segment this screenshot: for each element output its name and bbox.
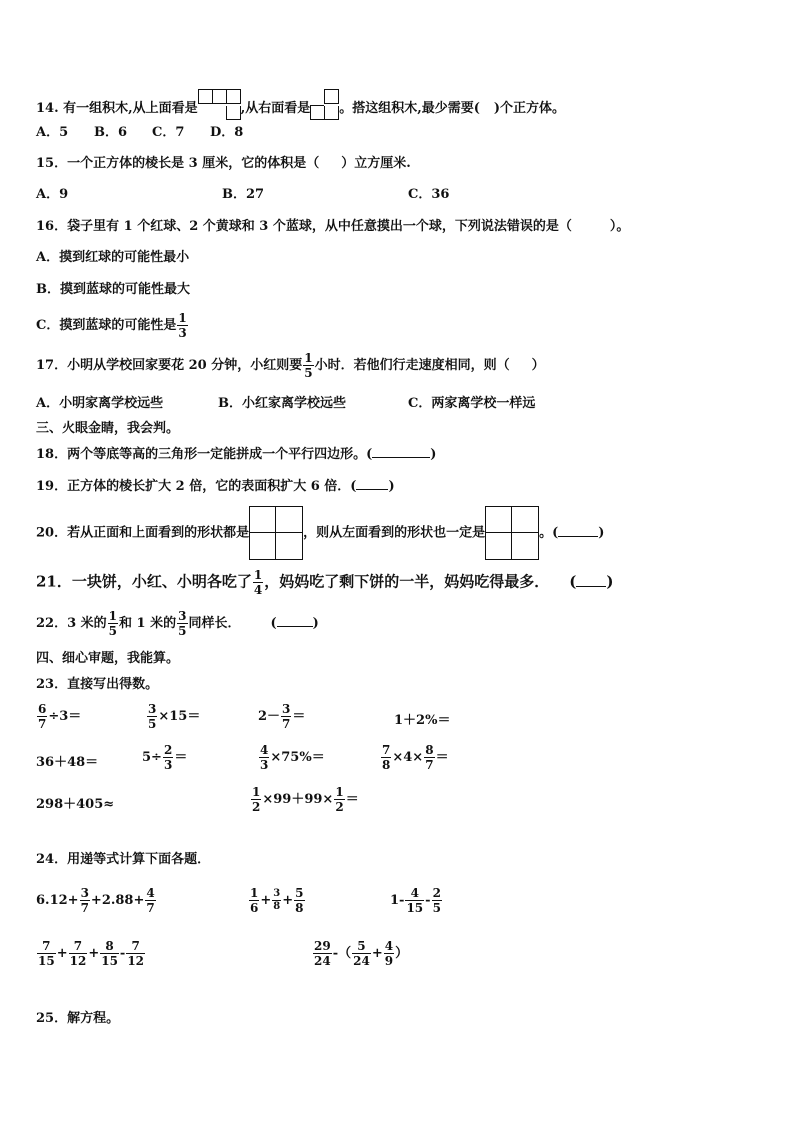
q17-option-b[interactable]: B．小红家离学校远些 — [218, 396, 346, 411]
top-view-figure — [198, 89, 241, 121]
q14-option-a[interactable]: A．5 — [36, 125, 69, 140]
q23-item-3: 2－ $\frac{3}{7}$ ＝ — [258, 702, 306, 731]
q14-text-d: )个正方体。 — [493, 101, 566, 116]
q24-expr-1: 6.12+ $\frac{3}{7}$ +2.88+ $\frac{4}{7}$ — [36, 886, 155, 915]
answer-blank[interactable] — [372, 457, 430, 458]
q14-text-b: ,从右面看是 — [240, 101, 311, 116]
answer-blank[interactable] — [277, 626, 313, 627]
q23-item-9: 298＋405≈ — [36, 797, 115, 812]
q20-text-c: 。( — [539, 525, 559, 541]
q23-title: 23．直接写出得数。 — [36, 677, 159, 692]
fraction: $\frac{1}{5}$ — [304, 351, 313, 380]
grid-figure — [249, 506, 303, 560]
q14-text-a: 有一组积木,从上面看是 — [63, 101, 198, 116]
q25-title: 25．解方程。 — [36, 1011, 120, 1026]
q16-option-c: C．摸到蓝球的可能性是 — [36, 318, 177, 333]
q14-options — [36, 125, 243, 141]
q14-number: 14. — [36, 101, 59, 116]
section-4-heading: 四、细心审题，我能算。 — [36, 651, 180, 666]
q16-text: 16．袋子里有 1 个红球、2 个黄球和 3 个蓝球，从中任意摸出一个球，下列说法错误的是（ — [36, 219, 572, 234]
q19-line: 19．正方体的棱长扩大 2 倍，它的表面积扩大 6 倍．( ) — [36, 479, 395, 494]
q15-option-c[interactable]: C．36 — [408, 187, 450, 202]
q17-option-a[interactable]: A．小明家离学校远些 — [36, 396, 164, 411]
q23-item-7: $\frac{4}{3}$ ×75%＝ — [260, 743, 325, 772]
q20-line: 20．若从正面和上面看到的形状都是 ，则从左面看到的形状也一定是 。( ) — [36, 506, 604, 561]
q15-option-b[interactable]: B．27 — [222, 187, 265, 202]
q14-option-d[interactable]: D．8 — [210, 125, 244, 140]
q23-item-8: $\frac{7}{8}$ ×4× $\frac{8}{7}$ ＝ — [382, 743, 449, 772]
q21-line: 21．一块饼，小红、小明各吃了 $\frac{1}{4}$ ，妈妈吃了剩下饼的一半，妈妈吃得最多． ( ) — [36, 568, 614, 597]
q17-text-b: 小时．若他们行走速度相同，则（ — [314, 358, 510, 373]
q24-expr-3: 1- $\frac{4}{15}$ - $\frac{2}{5}$ — [390, 886, 441, 915]
q15-line — [36, 156, 411, 172]
q23-item-2: $\frac{3}{5}$ ×15＝ — [148, 702, 201, 731]
answer-blank[interactable] — [576, 586, 606, 587]
q21-text-a: 21．一块饼，小红、小明各吃了 — [36, 572, 252, 591]
q17-line — [36, 352, 545, 379]
q20-text-a: 20．若从正面和上面看到的形状都是 — [36, 525, 250, 541]
q17-text-c: ） — [531, 358, 545, 373]
q16-text-end: ）。 — [609, 219, 630, 234]
q22-text-a: 22．3 米的 — [36, 616, 107, 631]
q23-item-6: 5÷ $\frac{2}{3}$ ＝ — [142, 743, 188, 772]
q23-item-10: $\frac{1}{2}$ ×99＋99× $\frac{1}{2}$ ＝ — [252, 785, 359, 814]
right-view-figure — [310, 89, 339, 121]
answer-blank[interactable] — [356, 489, 388, 490]
q15-text-a: 15．一个正方体的棱长是 3 厘米，它的体积是（ — [36, 156, 320, 171]
q22-text-b: 和 1 米的 — [119, 616, 177, 631]
q16-line — [36, 219, 629, 235]
fraction: $\frac{3}{5}$ — [178, 609, 187, 638]
q24-title: 24．用递等式计算下面各题． — [36, 852, 211, 867]
q14-text-c: 。搭这组积木,最少需要( — [339, 101, 480, 116]
q17-options — [36, 396, 535, 412]
answer-blank[interactable] — [558, 536, 598, 537]
q15-options — [36, 187, 449, 203]
q16-option-c-line[interactable] — [36, 312, 189, 339]
q23-item-4: 1＋2%＝ — [394, 713, 451, 728]
q14-option-b[interactable]: B．6 — [94, 125, 128, 140]
q18-text: 18．两个等底等高的三角形一定能拼成一个平行四边形。( — [36, 447, 373, 462]
q15-text-b: ）立方厘米. — [341, 156, 411, 171]
q20-text-b: ，则从左面看到的形状也一定是 — [303, 525, 486, 541]
q15-option-a[interactable]: A．9 — [36, 187, 69, 202]
grid-figure — [485, 506, 539, 560]
fraction: $\frac{1}{3}$ — [178, 311, 187, 340]
q18-line: 18．两个等底等高的三角形一定能拼成一个平行四边形。( ) — [36, 447, 437, 462]
q16-option-b[interactable]: B．摸到蓝球的可能性最大 — [36, 282, 190, 297]
q24-expr-2: $\frac{1}{6}$ + $\frac{3}{8}$ + $\frac{5}{8}$ — [250, 886, 304, 915]
fraction: $\frac{1}{4}$ — [253, 568, 263, 597]
q23-item-1: $\frac{6}{7}$ ÷3＝ — [38, 702, 82, 731]
q24-expr-5: $\frac{29}{24}$ -（ $\frac{5}{24}$ + $\frac{4}{9}$ ） — [314, 939, 409, 968]
q22-line: 22．3 米的 $\frac{1}{5}$ 和 1 米的 $\frac{3}{5}$ 同样长． ( ) — [36, 609, 319, 638]
section-3-heading: 三、火眼金睛，我会判。 — [36, 421, 180, 436]
q17-text-a: 17．小明从学校回家要花 20 分钟，小红则要 — [36, 358, 303, 373]
q14-option-c[interactable]: C．7 — [152, 125, 185, 140]
fraction: $\frac{1}{5}$ — [108, 609, 118, 638]
q19-text: 19．正方体的棱长扩大 2 倍，它的表面积扩大 6 倍．( — [36, 479, 357, 494]
q17-option-c[interactable]: C．两家离学校一样远 — [408, 396, 536, 411]
q14-line — [36, 89, 565, 121]
q16-option-a[interactable]: A．摸到红球的可能性最小 — [36, 250, 190, 265]
q21-text-b: ，妈妈吃了剩下饼的一半，妈妈吃得最多． — [264, 572, 550, 591]
q22-text-c: 同样长． — [188, 616, 241, 631]
q23-item-5: 36＋48＝ — [36, 755, 99, 770]
q24-expr-4: $\frac{7}{15}$ + $\frac{7}{12}$ + $\frac{8}{15}$ - $\frac{7}{12}$ — [38, 939, 145, 968]
